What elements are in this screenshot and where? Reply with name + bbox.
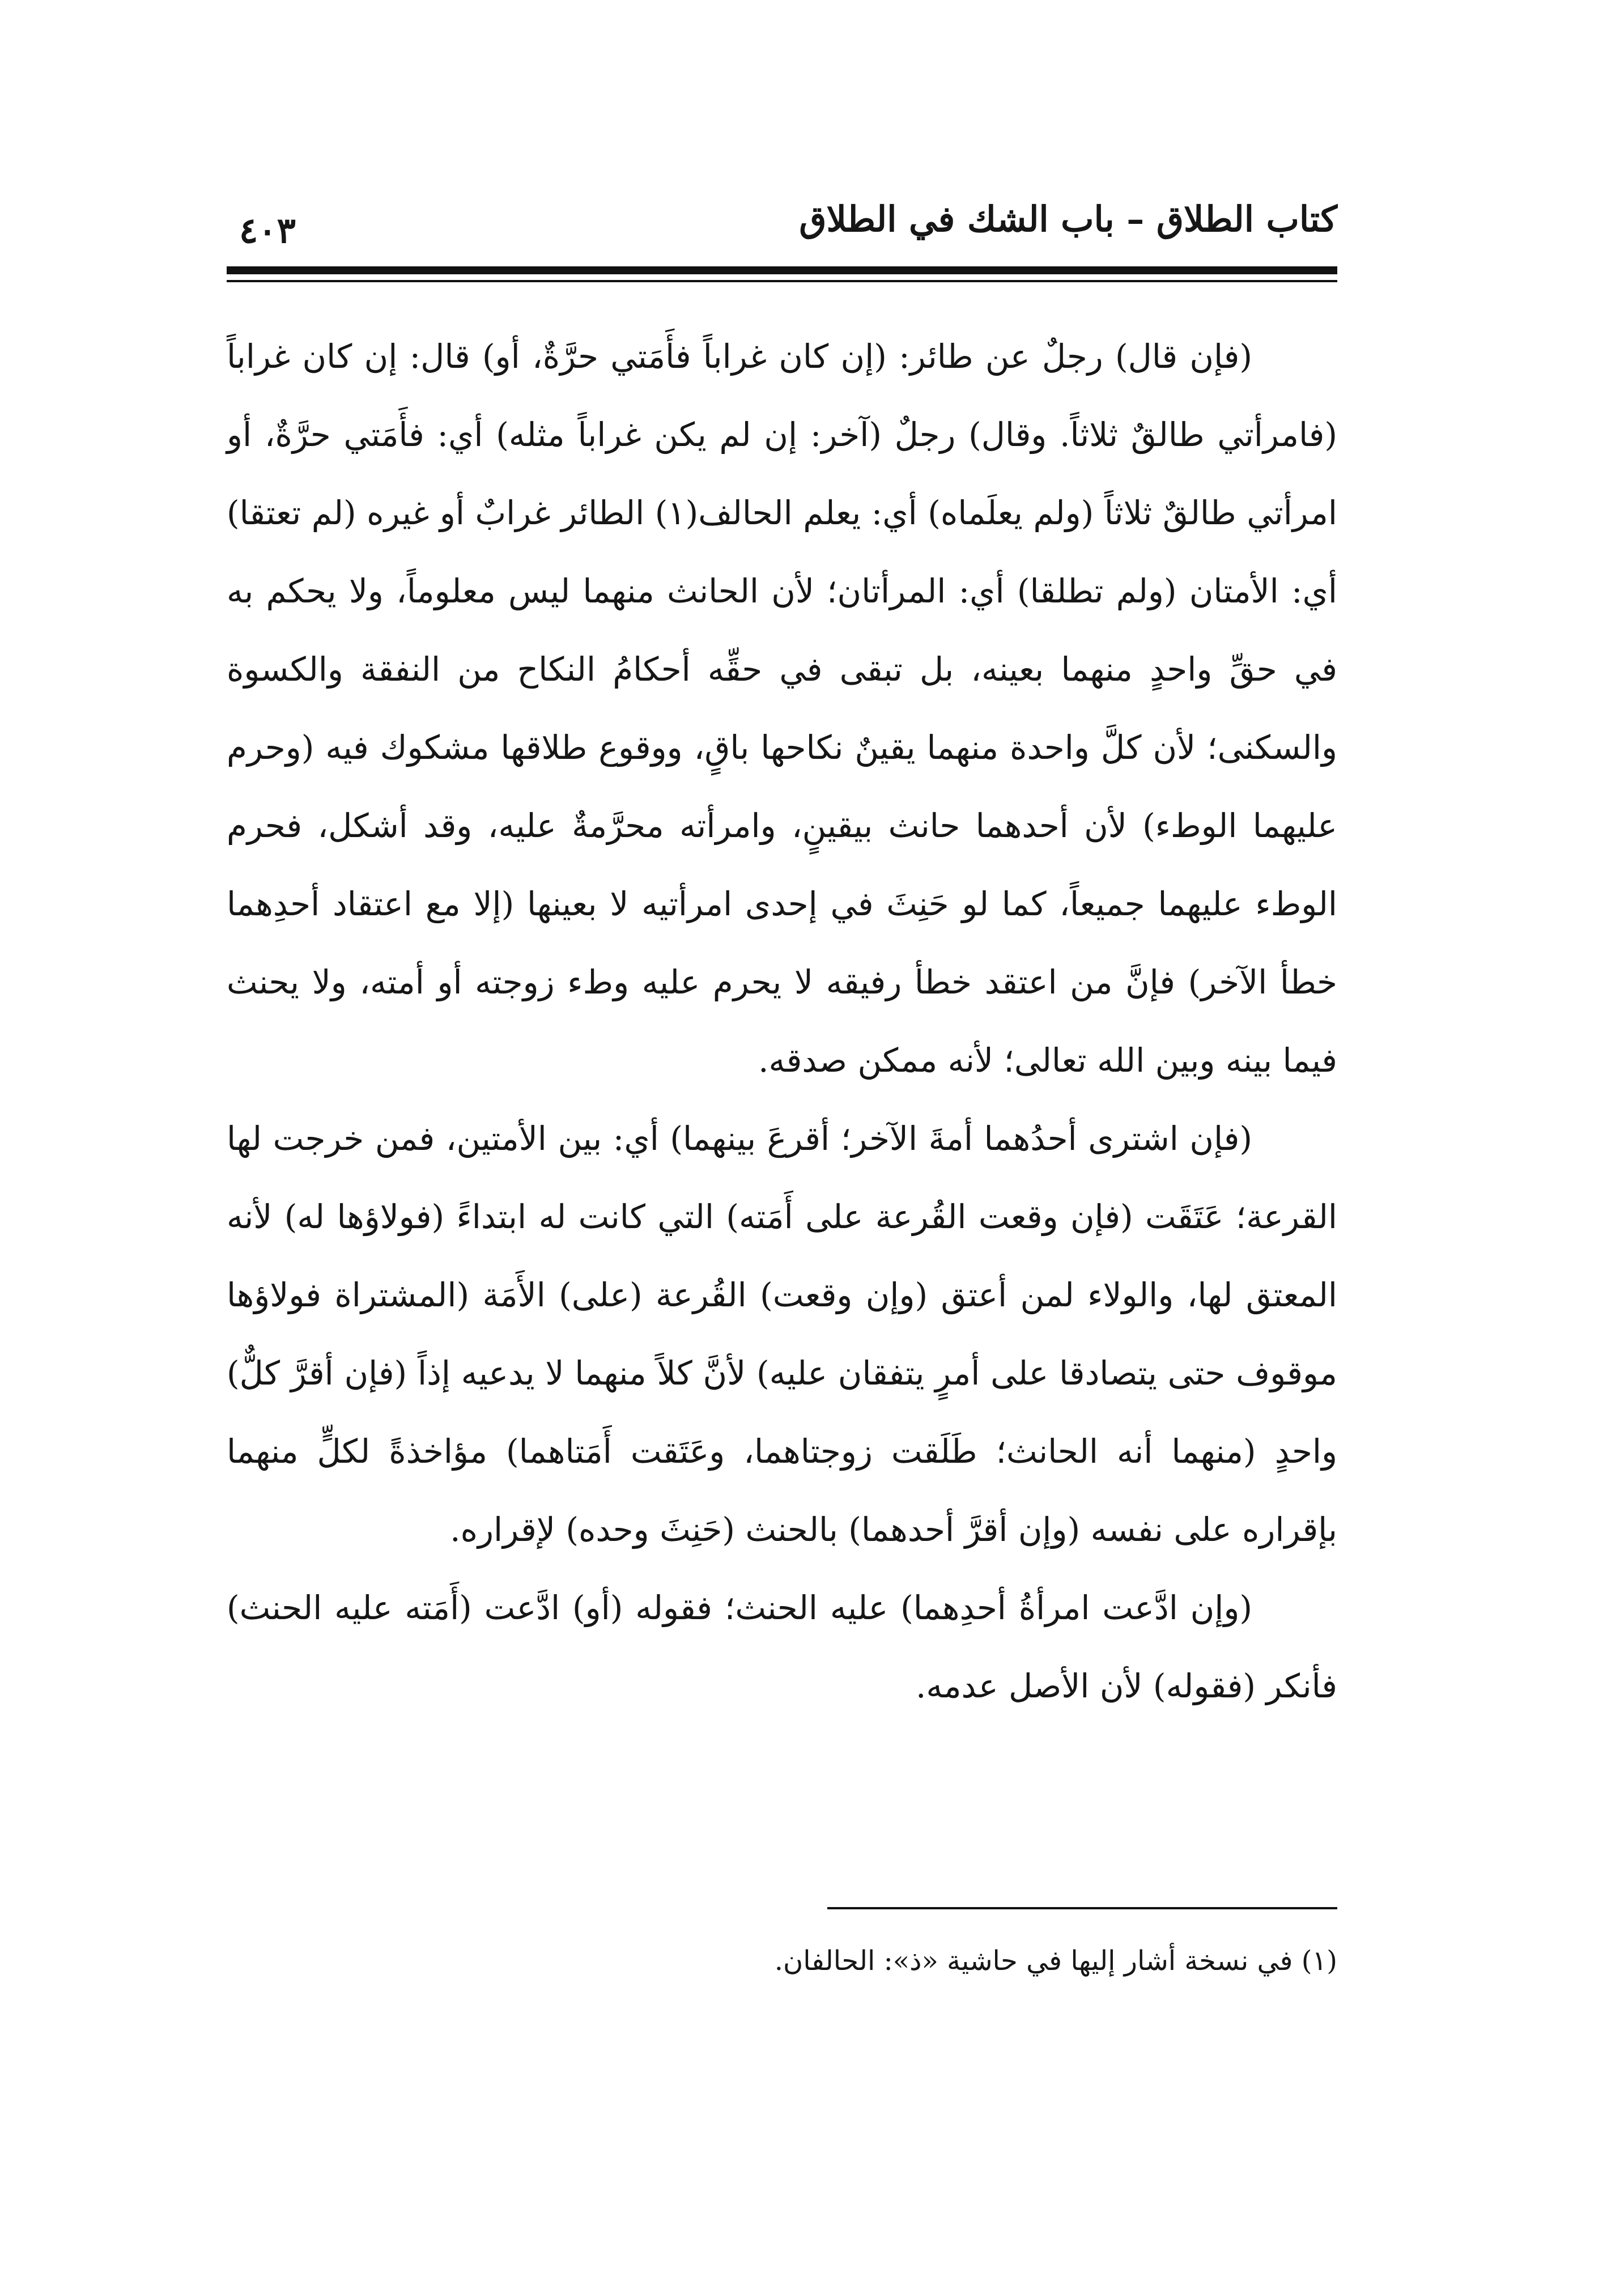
header-rule-thick (227, 266, 1337, 274)
paragraph-2: (فإن اشترى أحدُهما أمةَ الآخر؛ أقرعَ بينهما) أي: بين الأمتين، فمن خرجت لها القرعة؛ عَتَقَت (فإن وقعت القُرعة على أَمَته) التي كانت له ابتداءً (فولاؤها له) لأنه المعتق لها، والولاء لمن أعتق (وإن وقعت) القُرعة (على) الأَمَة (المشتراة فولاؤها موقوف حتى يتصادقا على أمرٍ يتفقان عليه) لأنَّ كلاً منهما لا يدعيه إذاً (فإن أقرَّ كلٌّ) واحدٍ (منهما أنه الحانث؛ طَلَقت زوجتاهما، وعَتَقت أَمَتاهما) مؤاخذةً لكلٍّ منهما بإقراره على نفسه (وإن أقرَّ أحدهما) بالحنث (حَنِثَ وحده) لإقراره. (227, 1119, 1337, 1549)
chapter-title: كتاب الطلاق – باب الشك في الطلاق (799, 198, 1337, 240)
footnote: (١) في نسخة أشار إليها في حاشية «ذ»: الحالفان. (774, 1945, 1337, 1977)
header-rule-thin (227, 280, 1337, 282)
main-text (227, 317, 1337, 1725)
page-number: ٤٠٣ (239, 210, 296, 251)
footnote-rule (827, 1907, 1337, 1909)
paragraph-3: (وإن ادَّعت امرأةُ أحدِهما) عليه الحنث؛ فقوله (أو) ادَّعت (أَمَته عليه الحنث) فأنكر (فقوله) لأن الأصل عدمه. (227, 1589, 1337, 1705)
paragraph-1: (فإن قال) رجلٌ عن طائر: (إن كان غراباً فأَمَتي حرَّةٌ، أو) قال: إن كان غراباً (فامرأتي طالقٌ ثلاثاً. وقال) رجلٌ (آخر: إن لم يكن غراباً مثله) أي: فأَمَتي حرَّةٌ، أو امرأتي طالقٌ ثلاثاً (ولم يعلَماه) أي: يعلم الحالف(١) الطائر غرابٌ أو غيره (لم تعتقا) أي: الأمتان (ولم تطلقا) أي: المرأتان؛ لأن الحانث منهما ليس معلوماً، ولا يحكم به في حقِّ واحدٍ منهما بعينه، بل تبقى في حقِّه أحكامُ النكاح من النفقة والكسوة والسكنى؛ لأن كلَّ واحدة منهما يقينٌ نكاحها باقٍ، ووقوع طلاقها مشكوك فيه (وحرم عليهما الوطء) لأن أحدهما حانث بيقينٍ، وامرأته محرَّمةٌ عليه، وقد أشكل، فحرم الوطء عليهما جميعاً، كما لو حَنِثَ في إحدى امرأتيه لا بعينها (إلا مع اعتقاد أحدِهما خطأ الآخر) فإنَّ من اعتقد خطأ رفيقه لا يحرم عليه وطء زوجته أو أمته، ولا يحنث فيما بينه وبين الله تعالى؛ لأنه ممكن صدقه. (227, 337, 1337, 1080)
running-header (227, 193, 1337, 261)
